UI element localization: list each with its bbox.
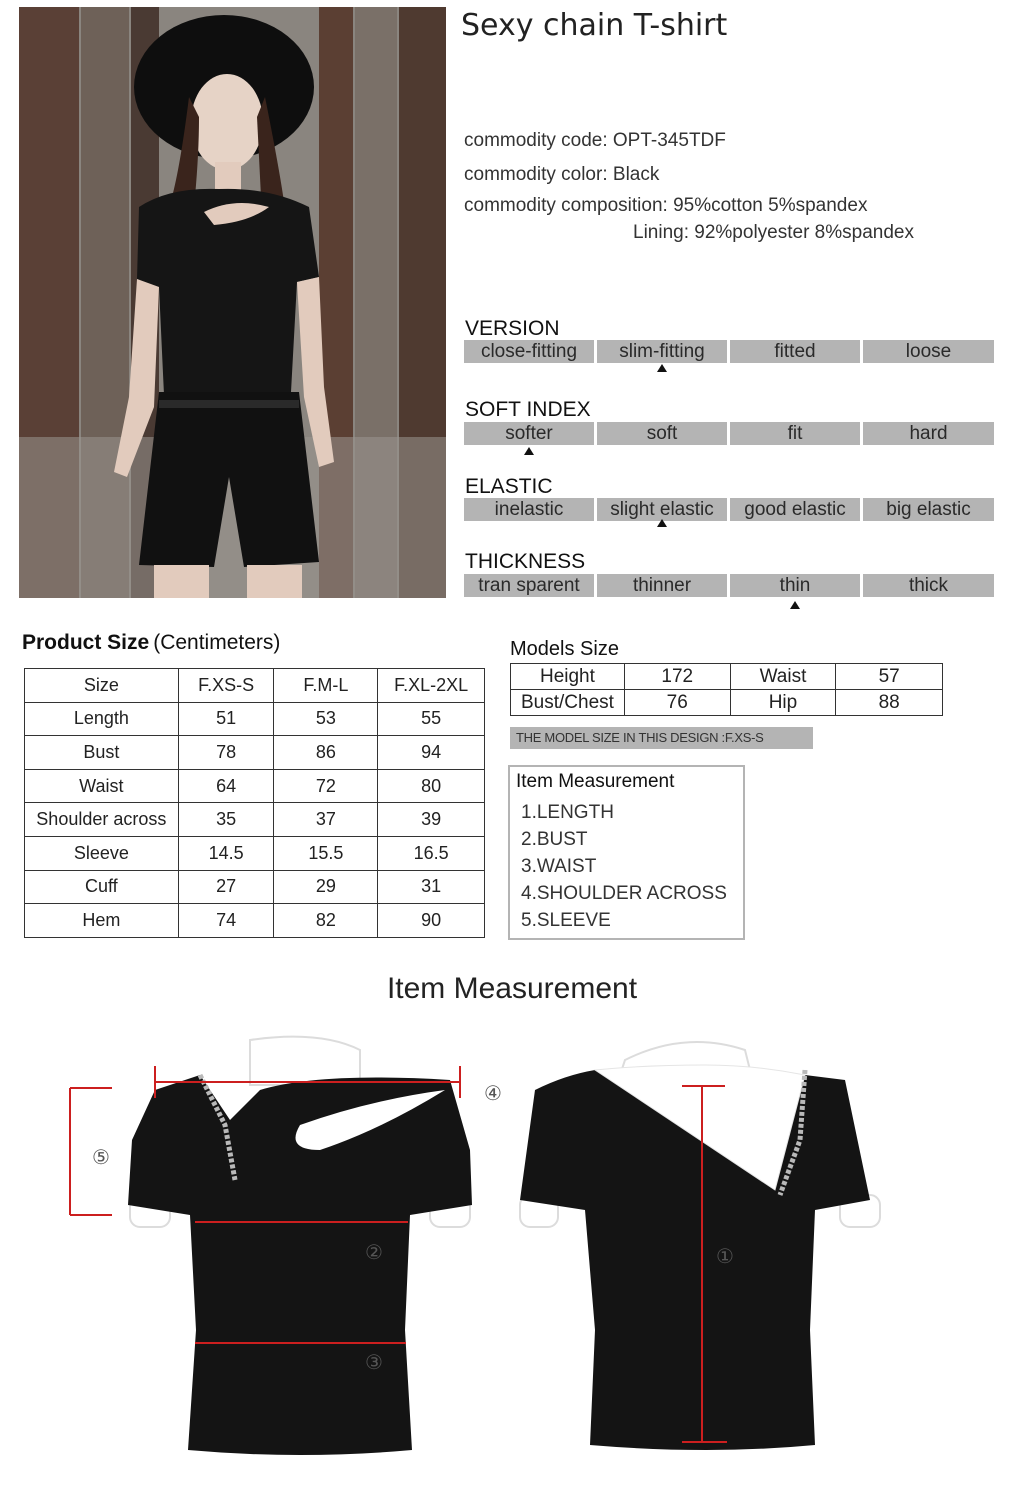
product-photo xyxy=(19,7,446,598)
commodity-code-row xyxy=(464,130,726,152)
table-cell: 37 xyxy=(274,803,378,837)
version-selected-marker xyxy=(657,364,667,372)
mannequin-neck xyxy=(250,1037,360,1085)
elastic-heading: ELASTIC xyxy=(465,475,553,498)
table-cell: 94 xyxy=(378,736,485,770)
commodity-composition-row xyxy=(464,195,867,217)
lining-value: 92%polyester 8%spandex xyxy=(694,222,914,243)
table-cell: 27 xyxy=(178,870,274,904)
shoulder-across-marker: ④ xyxy=(484,1083,502,1105)
table-cell: 72 xyxy=(274,769,378,803)
table-cell: 82 xyxy=(274,904,378,938)
table-cell: 74 xyxy=(178,904,274,938)
table-cell: 15.5 xyxy=(274,836,378,870)
measurement-item: 4.SHOULDER ACROSS xyxy=(521,883,727,904)
table-cell: 76 xyxy=(624,690,730,716)
commodity-code-label: commodity code: xyxy=(464,130,608,151)
table-cell: 78 xyxy=(178,736,274,770)
table-header-cell: Size xyxy=(25,669,179,703)
product-size-unit: (Centimeters) xyxy=(153,631,281,654)
table-cell: 35 xyxy=(178,803,274,837)
soft-option-0: softer xyxy=(464,422,594,445)
models-size-heading: Models Size xyxy=(510,638,619,660)
table-cell: 39 xyxy=(378,803,485,837)
version-option-1: slim-fitting xyxy=(597,340,727,363)
elastic-option-3: big elastic xyxy=(863,498,994,521)
version-option-0: close-fitting xyxy=(464,340,594,363)
table-cell: Height xyxy=(511,664,625,690)
thickness-option-0: tran sparent xyxy=(464,574,594,597)
commodity-code-value: OPT-345TDF xyxy=(612,130,726,151)
table-header-cell: F.XL-2XL xyxy=(378,669,485,703)
table-cell: 172 xyxy=(624,664,730,690)
table-cell: Hip xyxy=(730,690,836,716)
table-row xyxy=(25,836,485,870)
front-garment-diagram xyxy=(60,1030,510,1490)
thickness-option-1: thinner xyxy=(597,574,727,597)
version-option-2: fitted xyxy=(730,340,860,363)
table-cell: 86 xyxy=(274,736,378,770)
table-cell: 88 xyxy=(836,690,943,716)
version-heading: VERSION xyxy=(465,317,560,340)
table-cell: 51 xyxy=(178,702,274,736)
measurement-item: 1.LENGTH xyxy=(521,802,614,823)
elastic-option-0: inelastic xyxy=(464,498,594,521)
version-option-3: loose xyxy=(863,340,994,363)
table-row xyxy=(511,690,943,716)
thickness-option-2: thin xyxy=(730,574,860,597)
table-cell: Shoulder across xyxy=(25,803,179,837)
table-row xyxy=(25,702,485,736)
back-garment-diagram xyxy=(505,1030,905,1490)
thickness-heading: THICKNESS xyxy=(465,550,586,573)
table-cell: 64 xyxy=(178,769,274,803)
table-row xyxy=(25,803,485,837)
table-row xyxy=(511,664,943,690)
product-size-heading xyxy=(22,631,280,655)
product-size-table xyxy=(24,668,485,938)
lining-label: Lining: xyxy=(633,222,689,243)
elastic-selected-marker xyxy=(657,519,667,527)
thickness-option-3: thick xyxy=(863,574,994,597)
table-cell: Waist xyxy=(730,664,836,690)
table-cell: 16.5 xyxy=(378,836,485,870)
table-cell: Cuff xyxy=(25,870,179,904)
commodity-composition-label: commodity composition: xyxy=(464,195,668,216)
table-row xyxy=(25,769,485,803)
lining-row xyxy=(633,222,914,244)
table-cell: 14.5 xyxy=(178,836,274,870)
product-size-title: Product Size xyxy=(22,631,150,654)
table-header-cell: F.M-L xyxy=(274,669,378,703)
table-cell: Waist xyxy=(25,769,179,803)
measurement-item: 3.WAIST xyxy=(521,856,597,877)
item-measurement-heading: Item Measurement xyxy=(516,771,675,792)
soft-selected-marker xyxy=(524,447,534,455)
commodity-color-row xyxy=(464,164,659,186)
length-marker: ① xyxy=(716,1246,734,1268)
table-cell: 31 xyxy=(378,870,485,904)
sleeve-marker: ⑤ xyxy=(92,1147,110,1169)
table-cell: 90 xyxy=(378,904,485,938)
soft-option-2: fit xyxy=(730,422,860,445)
table-cell: Hem xyxy=(25,904,179,938)
table-cell: 55 xyxy=(378,702,485,736)
table-row xyxy=(25,870,485,904)
waist-marker: ③ xyxy=(365,1352,383,1374)
table-row xyxy=(25,904,485,938)
table-cell: Bust xyxy=(25,736,179,770)
measurement-item: 2.BUST xyxy=(521,829,588,850)
soft-index-heading: SOFT INDEX xyxy=(465,398,591,421)
table-cell: 29 xyxy=(274,870,378,904)
soft-option-3: hard xyxy=(863,422,994,445)
elastic-option-2: good elastic xyxy=(730,498,860,521)
table-row xyxy=(25,736,485,770)
table-header-row xyxy=(25,669,485,703)
commodity-color-value: Black xyxy=(612,164,660,185)
models-size-table xyxy=(510,663,943,716)
table-cell: 57 xyxy=(836,664,943,690)
table-cell: Sleeve xyxy=(25,836,179,870)
measurement-item: 5.SLEEVE xyxy=(521,910,611,931)
model-size-note: THE MODEL SIZE IN THIS DESIGN :F.XS-S xyxy=(510,727,813,749)
commodity-composition-value: 95%cotton 5%spandex xyxy=(673,195,868,216)
soft-option-1: soft xyxy=(597,422,727,445)
table-header-cell: F.XS-S xyxy=(178,669,274,703)
table-cell: 80 xyxy=(378,769,485,803)
bust-marker: ② xyxy=(365,1242,383,1264)
table-cell: 53 xyxy=(274,702,378,736)
commodity-color-label: commodity color: xyxy=(464,164,608,185)
table-cell: Bust/Chest xyxy=(511,690,625,716)
item-measurement-box xyxy=(508,765,745,940)
elastic-option-1: slight elastic xyxy=(597,498,727,521)
diagram-title: Item Measurement xyxy=(386,972,638,1005)
product-title: Sexy chain T-shirt xyxy=(461,8,728,43)
table-cell: Length xyxy=(25,702,179,736)
thickness-selected-marker xyxy=(790,601,800,609)
